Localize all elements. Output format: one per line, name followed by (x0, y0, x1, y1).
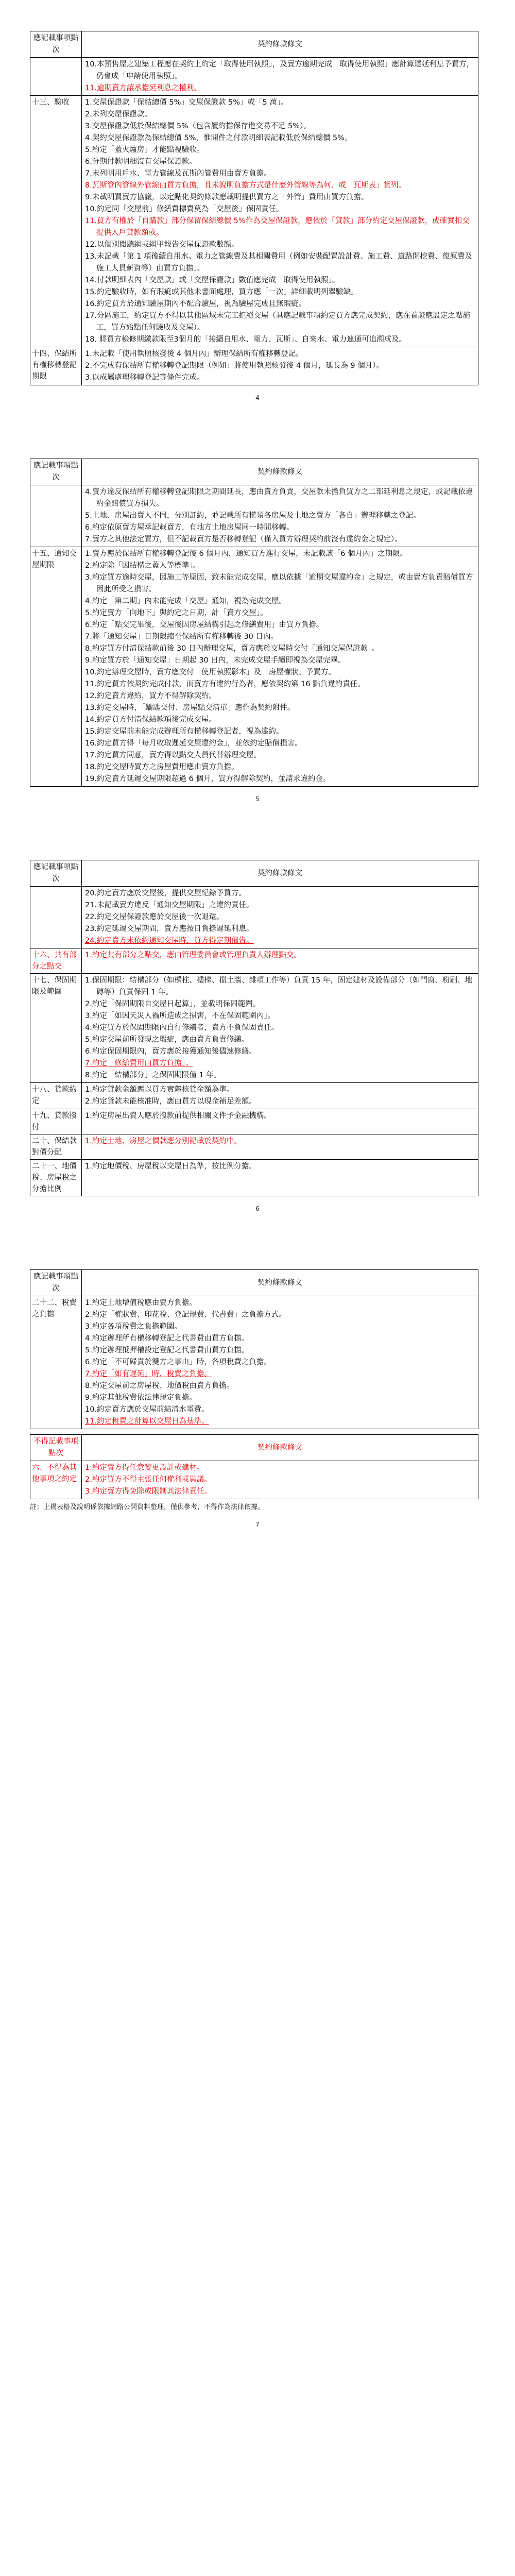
header-category: 應記載事項點次 (30, 1270, 82, 1296)
list-item: 16.約定買方得「每月收取遲延交屋違約金」，並依約定賠償損害。 (85, 739, 302, 748)
list-item: 13.約定交屋時，「鑰匙交付、房屋點交清單」應作為契約附件。 (85, 704, 295, 712)
list-item: 1.約定土地、房屋之價款應分別記載於契約中。 (85, 1137, 242, 1145)
table-header (30, 1435, 478, 1461)
list-item: 15.約定驗收時，如有瑕疵或其他未書面處理，買方應「一次」詳細載明列舉驗缺。 (85, 288, 358, 296)
list-item: 22.約定交屋保證款應於交屋後一次退還。 (85, 913, 224, 921)
header-provision: 契約條款條文 (82, 459, 478, 485)
row-category: 十八、貸款約定 (30, 1083, 82, 1109)
table-row (30, 96, 478, 347)
list-item: 1.交屋保證款「保結總價 5%」交屋保證款 5%」或「5 萬」。 (85, 98, 288, 107)
list-item: 7.將「通知交屋」日期限縮至保結所有權移轉後 30 日內。 (85, 633, 279, 641)
list-item: 2.約定除「因結構之蓋人等標準」。 (85, 562, 201, 570)
table-row (30, 1461, 478, 1499)
table-row (30, 1083, 478, 1109)
row-items (82, 1083, 478, 1109)
list-item: 21.未記載賣方違反「通知交屋期限」之違約責任。 (85, 901, 254, 909)
row-items (82, 1461, 478, 1499)
table-row (30, 485, 478, 547)
table-row (30, 1160, 478, 1196)
header-category: 應記載事項點次 (30, 31, 82, 58)
page-7 (0, 1213, 515, 1560)
page-number: 4 (255, 394, 260, 401)
list-item: 3.約定「如因天災人禍所造成之損害，不在保固範圍內」。 (85, 1012, 276, 1020)
list-item: 10.本預售屋之建築工程應在契約上約定「取得使用執照」，及賣方逾期完成「取得使用執照」應計算遲延利息予買方，仍會成「申請使用執照」。 (85, 60, 474, 80)
list-item: 10.約定同「交屋前」修繕費標費奠為「交屋後」保固責任。 (85, 205, 284, 213)
header-prohibited-provision: 契約條款條文 (82, 1435, 478, 1461)
row-items (82, 974, 478, 1083)
list-item: 8.約定「結構部分」之保固期限僅 1 年。 (85, 1071, 221, 1079)
list-item: 12.以個別閱聽網或網甲報告交屋保證款數額。 (85, 241, 239, 249)
header-provision: 契約條款條文 (82, 860, 478, 887)
list-item: 7.約定「如有遲延」時，稅費之負擔。 (85, 1370, 212, 1378)
list-item: 7.約定「修繕費用由買方負擔」。 (85, 1059, 193, 1067)
list-item: 3.約定各項稅費之負擔範圍。 (85, 1323, 182, 1331)
list-item: 6.約定「不可歸責於雙方之事由」時，各項稅費之負擔。 (85, 1358, 271, 1366)
table-row (30, 974, 478, 1083)
header-prohibited-category: 不得記載事項點次 (30, 1435, 82, 1461)
list-item: 1.約定地價稅、房屋稅以交屋日為準，按比例分擔。 (85, 1162, 256, 1171)
list-item: 11.買方有權於「自購款」部分保留保結總價 5%作為交屋保證款，應依於「貸款」部分約定交屋保證款，或確實扣交提供入戶貸款額或。 (85, 217, 470, 237)
list-item: 2.約定「權狀費、印花稅、登記規費、代書費」之負擔方式。 (85, 1311, 286, 1319)
list-item: 5.土地、房屋出賣人不同，分別訂約，並記載所有權須各房屋及土地之賣方「各自」辦理移轉之登記。 (85, 512, 421, 520)
row-items (82, 948, 478, 974)
list-item: 3.約定買方逾時交屋，因施工等原因，致未能完成交屋，應以依據「逾期交屋違約金」之規定，或由賣方負責賠償買方因此所受之損害。 (85, 573, 473, 594)
list-item: 7.賣方之其他法定買方，但不記載賣方是否移轉登記（僅入買方辦理契約前沒有違約金之規定）。 (85, 535, 402, 544)
row-category: 二十二、稅費之負擔 (30, 1296, 82, 1429)
list-item: 1.約定房屋出賣人應於撥款前提供相關文件予金融機構。 (85, 1112, 271, 1120)
list-item: 3.交屋保證款低於保結總價 5%（包含履約擔保存進交易不足 5%）。 (85, 122, 311, 130)
row-category: 二十一、地價稅、房屋稅之分擔比例 (30, 1160, 82, 1196)
list-item: 10.約定辦理交屋時，賣方應交付「使用執照影本」及「房屋權狀」予買方。 (85, 668, 336, 676)
list-item: 16.約定買方於通知驗屋期內不配合驗屋，視為驗屋完成且無瑕疵。 (85, 300, 306, 308)
list-item: 8.約定交屋前之房屋稅、地價稅由賣方負擔。 (85, 1382, 234, 1390)
list-item: 6.約定「點交完畢後，交屋後因房屋結構引起之修繕費用」由買方負擔。 (85, 621, 324, 629)
row-category: 六、不得為其他事項之約定 (30, 1461, 82, 1499)
row-items (82, 485, 478, 547)
list-item: 11.逾期賣方讓承擔延利息之權利。 (85, 84, 202, 92)
list-item: 13.未記載「第 1 項後續自用水、電力之管線費及其相關費用（例如安裝配置設計費、施工費、道路開挖費、復原費及施工人員薪資等）由買方負擔」。 (85, 252, 472, 273)
list-item: 5.約定「蓋火爐房」才能點視驗收。 (85, 146, 204, 154)
table-row (30, 58, 478, 96)
table-row (30, 1296, 478, 1429)
list-item: 19.約定賣方延遲交屋期限超過 6 個月，買方得解除契約，並請求違約金。 (85, 775, 331, 783)
row-items (82, 347, 478, 385)
row-category (30, 58, 82, 96)
list-item: 1.賣方應於保結所有權移轉登記後 6 個月內，通知買方進行交屋，未記載該「6 個月內」之期限。 (85, 550, 408, 558)
row-category (30, 485, 82, 547)
list-item: 11.約定買方依契約完成付款，而賣方有違約行為者，應依契約第 16 點負違約責任。 (85, 680, 365, 688)
row-category: 十四、保結所有權移轉登記期限 (30, 347, 82, 385)
list-item: 2.不完成有保結所有權移轉登記期限（例如：將使用執照核發後 4 個月，延長為 9 個月）。 (85, 362, 384, 370)
row-items (82, 58, 478, 96)
list-item: 9.約定買方於「通知交屋」日期起 30 日內，未完成交屋手續即視為交屋完畢。 (85, 656, 346, 665)
list-item: 6.約定保固期限內，賣方應於接獲通知後儘速修繕。 (85, 1047, 256, 1056)
list-item: 4.約定辦理所有權移轉登記之代書費由買方負擔。 (85, 1334, 249, 1343)
list-item: 8.約定買方付清保結款前後 30 日內辦理交屋，賣方應於交屋時交付「通知交屋保證款」。 (85, 645, 379, 653)
list-item: 18. 將買方檢修期繳款限至3個月的「接續自用水、電力、瓦斯」、自來水、電力連通可追溯成及。 (85, 335, 407, 344)
table-header (30, 31, 478, 58)
table-row (30, 948, 478, 974)
row-items (82, 1134, 478, 1160)
list-item: 1.保固期限：結構部分（如樑柱、樓梯、擋土牆、雜項工作等）負責 15 年，固定建材及設備部分（如門窗、粉刷、地磚等）負責保固 1 年。 (85, 976, 472, 996)
list-item: 3.約定賣方得免除或限制其法律責任。 (85, 1487, 212, 1496)
table-row (30, 547, 478, 787)
list-item: 2.未列交屋保證款。 (85, 110, 152, 118)
list-item: 8.瓦斯管內管線外管線由買方負擔，且未說明負擔方式是什麼外管線等為何、或「瓦斯表」貨列。 (85, 181, 406, 190)
row-items (82, 1296, 478, 1429)
row-items (82, 1160, 478, 1196)
list-item: 4.契約交屋保證款為保結總價 5%，惟開件之付款明細表記載低於保結總價 5%。 (85, 134, 352, 142)
page-6 (0, 803, 515, 1213)
list-item: 4.約定買方於保固期限內自行修繕者，賣方不負保固責任。 (85, 1024, 279, 1032)
row-category: 十六、共有部分之點交 (30, 948, 82, 974)
row-items (82, 1109, 478, 1134)
list-item: 14.約定買方付清保結款項後完成交屋。 (85, 716, 217, 724)
page-4 (0, 0, 515, 402)
list-item: 4.賣方違反保結所有權移轉登記期限之期間延長，應由賣方負責，交屋款未擔負買方之二部延利息之規定，或記載依違約金賠償買方損失。 (85, 488, 473, 508)
row-items (82, 887, 478, 948)
list-item: 5.約定辦理抵押權設定登記之代書費由買方負擔。 (85, 1346, 249, 1354)
list-item: 3.以成屬處理移轉登記等條件完成。 (85, 374, 204, 382)
list-item: 17.分區施工，約定買方不得以其他區域未完工拒絕交屋（具應記載事項約定買方應完成契約，應在首證應設定之點施工，買方始點任何驗收及交屋）。 (85, 312, 471, 332)
page-number: 7 (255, 1521, 260, 1528)
row-category: 十七、保固期限及範圍 (30, 974, 82, 1083)
footnote: 註：上揭表格及說明係依據網路公開資料整理，僅供參考，不得作為法律依據。 (30, 1503, 265, 1511)
table-row (30, 347, 478, 385)
row-category: 十三、驗收 (30, 96, 82, 347)
list-item: 6.約定依原賣方屋承記載賣方，有地方土地房屋同一時間移轉。 (85, 523, 294, 532)
list-item: 1.約定共有部分之點交，應由管理委員會或管理負責人辦理點交。 (85, 951, 301, 959)
list-item: 12.約定賣方違約，買方不得解除契約。 (85, 692, 217, 700)
table-row (30, 887, 478, 948)
table-header (30, 1270, 478, 1296)
list-item: 18.約定交屋時買方之房屋費用應由賣方負擔。 (85, 763, 239, 771)
list-item: 1.約定土地增值稅應由賣方負擔。 (85, 1299, 197, 1307)
list-item: 1.未記載「使用執照核發後 4 個月內」辦理保結所有權移轉登記。 (85, 350, 303, 358)
row-items (82, 96, 478, 347)
page-number: 5 (255, 795, 260, 803)
row-items (82, 547, 478, 787)
list-item: 9.約定其他稅費依法律規定負擔。 (85, 1394, 197, 1402)
list-item: 20.約定賣方應於交屋後，提供交屋紀錄予買方。 (85, 889, 247, 897)
row-category: 十九、貸款撥付 (30, 1109, 82, 1134)
list-item: 14.付款明細表內「交屋款」或「交屋保證款」數值應完成「取得使用執照」。 (85, 276, 340, 284)
list-item: 6.分期付款明細沒有交屋保證款。 (85, 158, 197, 166)
list-item: 5.約定交屋前所發現之瑕疵，應由賣方負責修繕。 (85, 1036, 249, 1044)
provisions-table-page-7 (30, 1269, 478, 1429)
provisions-table-page-5 (30, 459, 478, 787)
provisions-table-page-6 (30, 860, 478, 1196)
list-item: 1.約定貸款金額應以買方實際核貸金額為準。 (85, 1086, 234, 1094)
list-item: 24.約定賣方未依約通知交屋時，買方得定期催告。 (85, 937, 254, 945)
table-row (30, 1134, 478, 1160)
table-header (30, 860, 478, 887)
list-item: 15.約定交屋前未能完成辦理所有權移轉登記者，視為違約。 (85, 727, 284, 736)
list-item: 2.約定貸款未能核准時，應由買方以現金補足差額。 (85, 1097, 256, 1106)
list-item: 4.約定「第二期」內未能完成「交屋」通知，視為完成交屋。 (85, 597, 286, 605)
list-item: 9.未載明買賣方協議，以定點化契約條款應載明提供買方之「外管」費用由買方負擔。 (85, 193, 369, 201)
list-item: 10.約定賣方應於交屋前結清水電費。 (85, 1405, 209, 1414)
row-category (30, 887, 82, 948)
row-category: 十五、通知交屋期限 (30, 547, 82, 787)
list-item: 23.約定延遲交屋期間，賣方應按日負擔遲延利息。 (85, 925, 254, 933)
row-category: 二十、保結款對價分配 (30, 1134, 82, 1160)
page-number: 6 (255, 1205, 260, 1212)
header-category: 應記載事項點次 (30, 860, 82, 887)
table-header (30, 459, 478, 485)
header-provision: 契約條款條文 (82, 1270, 478, 1296)
list-item: 2.約定買方不得主張任何權利或異議。 (85, 1476, 212, 1484)
provisions-table-page-4 (30, 31, 478, 385)
header-category: 應記載事項點次 (30, 459, 82, 485)
prohibited-table (30, 1434, 478, 1499)
list-item: 2.約定「保固期限自交屋日起算」，並載明保固範圍。 (85, 1000, 261, 1008)
list-item: 7.未列明用戶水、電力管線及瓦斯內管費用由賣方負擔。 (85, 170, 271, 178)
table-row (30, 1109, 478, 1134)
list-item: 5.約定賣方「向地下」與約定之日期，計「賣方交屋」。 (85, 609, 268, 617)
list-item: 17.約定買方同意，賣方得以點交人員代替辦理交屋。 (85, 751, 262, 759)
page-5 (0, 402, 515, 803)
header-provision: 契約條款條文 (82, 31, 478, 58)
list-item: 1.約定賣方得任意變更設計或建材。 (85, 1464, 204, 1472)
list-item: 11.約定稅費之計算以交屋日為基準。 (85, 1417, 209, 1426)
